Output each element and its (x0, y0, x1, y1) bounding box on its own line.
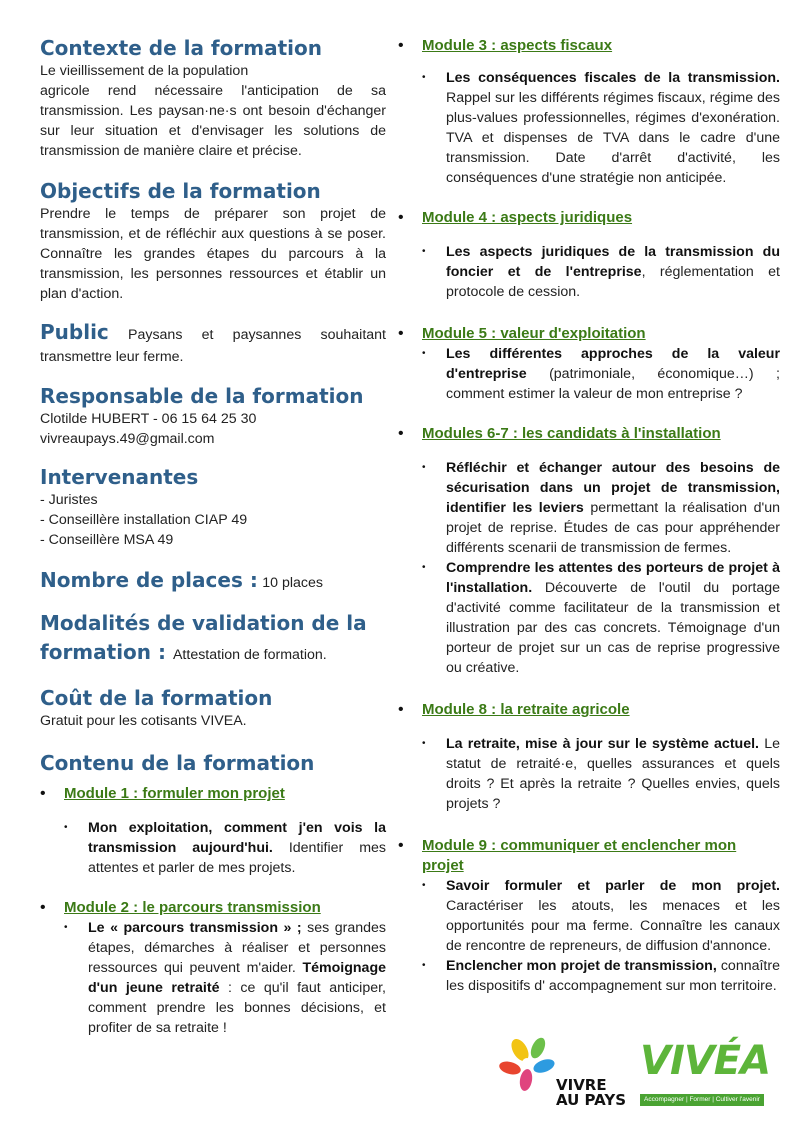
item-text: Le statut de retraité·e, quelles assurances et quels droits ? Et après la retraite ? Quelles envies, quels projets ? (446, 736, 780, 812)
validation-title: Modalités de validation de la formation : (40, 611, 367, 664)
section-objectifs (40, 179, 386, 304)
places-title: Nombre de places : (40, 568, 258, 592)
bullet-icon: • (422, 880, 426, 891)
bullet-icon: • (398, 837, 404, 854)
bullet-icon: • (422, 562, 426, 573)
intervenantes-title: Intervenantes (40, 465, 199, 489)
item-bold: Le « parcours transmission » ; (88, 920, 302, 936)
objectifs-title: Objectifs de la formation (40, 179, 321, 203)
item-bold: La retraite, mise à jour sur le système actuel. (446, 736, 759, 752)
module-item (422, 242, 780, 302)
module-title: Module 8 : la retraite agricole (422, 701, 630, 718)
module-2 (40, 898, 386, 1038)
item-text: (patrimoniale, économique…) ; comment estimer la valeur de mon entreprise ? (446, 366, 780, 402)
module-title: Module 4 : aspects juridiques (422, 209, 633, 226)
item-text: , réglementation et protocole de cession. (446, 264, 780, 300)
item-bold: Les différentes approches de la valeur d'entreprise (446, 346, 780, 382)
item-bold: Comprendre les attentes des porteurs de projet à l'installation. (446, 560, 780, 596)
item-bold: Les aspects juridiques de la transmission du foncier et de l'entreprise (446, 244, 780, 280)
module-4 (398, 208, 780, 302)
section-responsable (40, 384, 386, 449)
bullet-icon: • (422, 72, 426, 83)
left-column (40, 36, 386, 1038)
vivre-au-pays-logo (556, 1078, 626, 1108)
module-item (422, 956, 780, 996)
contexte-body: agricole rend nécessaire l'anticipation de sa transmission. Les paysan·ne·s ont besoin d'échanger sur leur situation et d'envisager les solutions de transmission de manière claire et précise. (40, 83, 386, 159)
vivre-au-pays-flower-icon (498, 1036, 558, 1096)
section-places (40, 568, 386, 593)
bullet-icon: • (422, 348, 426, 359)
module-title: Module 9 : communiquer et enclencher mon projet (422, 837, 737, 874)
module-item (64, 918, 386, 1038)
module-8 (398, 700, 780, 814)
intervenante-item: - Juristes (40, 492, 98, 508)
item-text: ses grandes étapes, démarches à réaliser et personnes ressources qui peuvent m'aider. (88, 920, 386, 976)
module-1 (40, 784, 386, 878)
module-title: Module 2 : le parcours transmission (64, 899, 321, 916)
places-value: 10 places (262, 575, 324, 591)
section-contenu (40, 751, 386, 1038)
responsable-title: Responsable de la formation (40, 384, 364, 408)
vivea-tagline: Accompagner | Former | Cultiver l'avenir (640, 1094, 764, 1106)
module-item (422, 876, 780, 956)
bullet-icon: • (398, 37, 404, 54)
public-title: Public (40, 320, 109, 344)
bullet-icon: • (40, 899, 46, 916)
intervenante-item: - Conseillère installation CIAP 49 (40, 512, 248, 528)
cout-title: Coût de la formation (40, 686, 273, 710)
item-bold: Les conséquences fiscales de la transmission. (446, 70, 780, 86)
module-3 (398, 36, 780, 188)
responsable-email: vivreaupays.49@gmail.com (40, 431, 215, 447)
bullet-icon: • (398, 209, 404, 226)
intervenante-item: - Conseillère MSA 49 (40, 532, 174, 548)
module-9 (398, 836, 780, 996)
bullet-icon: • (398, 701, 404, 718)
module-5 (398, 324, 780, 404)
public-body: Paysans et paysannes souhaitant transmettre leur ferme. (40, 327, 386, 365)
module-item (422, 68, 780, 188)
item-bold: Enclencher mon projet de transmission, (446, 958, 717, 974)
contexte-title: Contexte de la formation (40, 36, 322, 60)
contenu-title: Contenu de la formation (40, 751, 315, 775)
item-text: connaître les dispositifs d' accompagnement sur mon territoire. (446, 958, 780, 994)
cout-body: Gratuit pour les cotisants VIVEA. (40, 713, 247, 729)
item-bold: Réfléchir et échanger autour des besoins de sécurisation dans un projet de transmission, identifier les leviers (446, 460, 780, 516)
responsable-contact: Clotilde HUBERT - 06 15 64 25 30 (40, 411, 257, 427)
right-column (398, 36, 780, 996)
module-item (422, 458, 780, 558)
item-bold: Savoir formuler et parler de mon projet. (446, 878, 780, 894)
item-text: Identifier mes attentes et parler de mes projets. (88, 840, 386, 876)
section-intervenantes (40, 465, 386, 550)
bullet-icon: • (422, 738, 426, 749)
logo-line: VIVRE (556, 1076, 607, 1094)
logo-line: AU PAYS (556, 1091, 627, 1109)
module-6-7 (398, 424, 780, 678)
bullet-icon: • (64, 822, 68, 833)
vivea-logo: VIVÉA (640, 1038, 771, 1084)
bullet-icon: • (422, 246, 426, 257)
validation-value: Attestation de formation. (172, 647, 327, 663)
module-title: Module 1 : formuler mon projet (64, 785, 285, 802)
section-contexte (40, 36, 386, 161)
bullet-icon: • (64, 922, 68, 933)
module-item (64, 818, 386, 878)
bullet-icon: • (422, 462, 426, 473)
item-text: permettant la réalisation d'un projet de reprise. Études de cas pour appréhender différents scenarii de transmission de fermes. (446, 500, 780, 556)
module-item (422, 558, 780, 678)
section-public (40, 320, 386, 368)
module-item (422, 734, 780, 814)
objectifs-body: Prendre le temps de préparer son projet de transmission, et de réfléchir aux questions à se poser. Connaître les grandes étapes du parcours à la transmission, les personnes ressources et établir un plan d'action. (40, 206, 386, 302)
bullet-icon: • (422, 960, 426, 971)
item-bold: Mon exploitation, comment j'en vois la transmission aujourd'hui. (88, 820, 386, 856)
contexte-line1: Le vieillissement de la population (40, 63, 249, 79)
item-text: Caractériser les atouts, les menaces et les opportunités pour ma ferme. Connaître les canaux de rencontre de repreneurs, de diffusion d'annonce. (446, 898, 780, 954)
bullet-icon: • (398, 325, 404, 342)
module-title: Modules 6-7 : les candidats à l'installation (422, 425, 721, 442)
item-text: Découverte de l'outil du portage d'activité comme facilitateur de la transmission et illustration par des cas concrets. Témoignage d'un porteur de projet sur un cas de reprise progressive ou créative. (446, 580, 780, 676)
module-title: Module 3 : aspects fiscaux (422, 37, 613, 54)
bullet-icon: • (40, 785, 46, 802)
section-cout (40, 686, 386, 731)
item-text: : ce qu'il faut anticiper, comment prendre les bonnes décisions, et profiter de sa retraite ! (88, 980, 386, 1036)
module-title: Module 5 : valeur d'exploitation (422, 325, 646, 342)
logos (498, 1036, 778, 1116)
section-validation (40, 609, 386, 670)
item-text: Rappel sur les différents régimes fiscaux, régime des plus-values professionnelles, régimes d'exonération. TVA et dispenses de TVA dans le cadre d'une transmission. Date d'arrêt d'activité, les conséquences d'une stratégie non anticipée. (446, 90, 780, 186)
bullet-icon: • (398, 425, 404, 442)
item-bold: Témoignage d'un jeune retraité (88, 960, 386, 996)
module-item (422, 344, 780, 404)
